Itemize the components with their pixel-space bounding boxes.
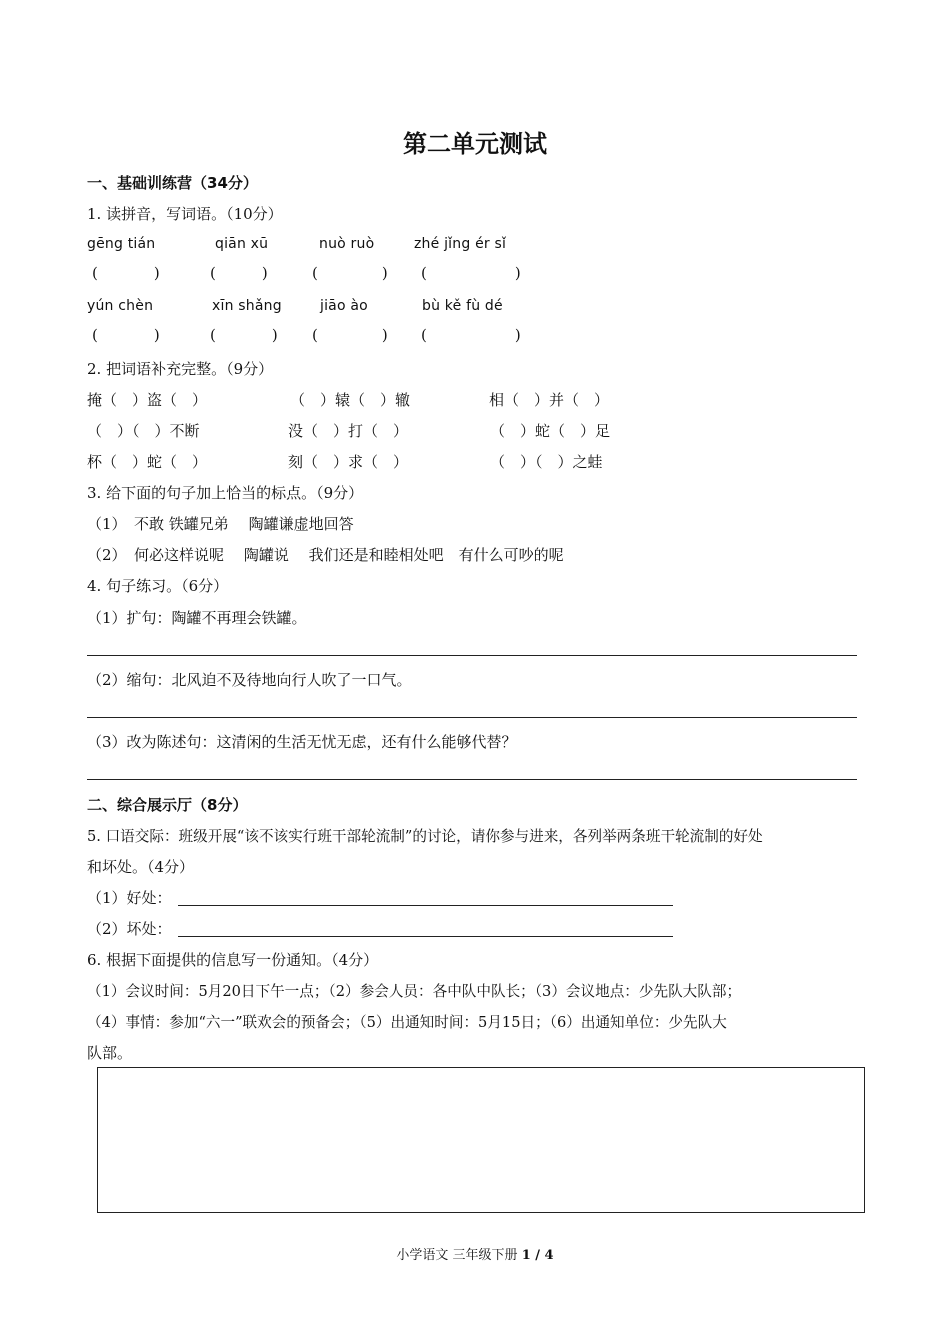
answer-blank[interactable]: ( ) (92, 326, 160, 344)
pinyin-1: gēng tián (87, 236, 156, 252)
idiom-fill[interactable]: （ ）蛇（ ）足 (490, 422, 611, 440)
advantage-answer-line[interactable] (178, 905, 673, 906)
idiom-fill[interactable]: 刻（ ）求（ ） (288, 453, 409, 471)
notice-info-2: （4）事情：参加“六一”联欢会的预备会；（5）出通知时间：5月15日；（6）出通知单位：少先队大 (87, 1014, 727, 1031)
pinyin-5: yún chèn (87, 298, 154, 314)
section-1-heading: 一、基础训练营（34分） (87, 174, 258, 192)
disadvantage-answer-line[interactable] (178, 936, 673, 937)
punctuation-sentence-2: （2） 何必这样说呢 陶罐说 我们还是和睦相处吧 有什么可吵的呢 (87, 546, 564, 564)
notice-writing-box[interactable] (97, 1067, 865, 1213)
q5-text-cont: 和坏处。（4分） (87, 858, 195, 876)
idiom-fill[interactable]: 相（ ）并（ ） (489, 391, 610, 409)
answer-blank[interactable]: ( ) (421, 264, 521, 282)
q2-label: 2. 把词语补充完整。（9分） (87, 360, 274, 378)
idiom-fill[interactable]: （ ）（ ）不断 (87, 422, 200, 440)
answer-line[interactable] (87, 655, 857, 656)
answer-blank[interactable]: ( ) (312, 326, 388, 344)
q3-label: 3. 给下面的句子加上恰当的标点。（9分） (87, 484, 364, 502)
footer-text: 小学语文 三年级下册 (396, 1248, 518, 1263)
section-2-heading: 二、综合展示厅（8分） (87, 796, 248, 814)
answer-blank[interactable]: ( ) (210, 264, 268, 282)
answer-blank[interactable]: ( ) (92, 264, 160, 282)
answer-line[interactable] (87, 717, 857, 718)
q5-text: 5. 口语交际：班级开展“该不该实行班干部轮流制”的讨论，请你参与进来，各列举两条班干轮流制的好处 (87, 828, 763, 845)
answer-blank[interactable]: ( ) (421, 326, 521, 344)
q6-label: 6. 根据下面提供的信息写一份通知。（4分） (87, 951, 379, 969)
pinyin-7: jiāo ào (320, 298, 368, 314)
q1-label: 1. 读拼音，写词语。（10分） (87, 205, 283, 223)
page-title: 第二单元测试 (403, 130, 547, 158)
answer-blank[interactable]: ( ) (210, 326, 278, 344)
pinyin-4: zhé jǐng ér sǐ (414, 236, 507, 252)
disadvantage-label: （2）坏处： (87, 920, 172, 938)
idiom-fill[interactable]: （ ）辕（ ）辙 (290, 391, 411, 409)
pinyin-2: qiān xū (215, 236, 269, 252)
notice-info-1: （1）会议时间：5月20日下午一点；（2）参会人员：各中队中队长；（3）会议地点：少先队大队部； (87, 983, 742, 1000)
pinyin-8: bù kě fù dé (422, 298, 503, 314)
pinyin-6: xīn shǎng (212, 298, 282, 314)
pinyin-3: nuò ruò (319, 236, 375, 252)
punctuation-sentence-1: （1） 不敢 铁罐兄弟 陶罐谦虚地回答 (87, 515, 354, 533)
idiom-fill[interactable]: （ ）（ ）之蛙 (490, 453, 603, 471)
page-footer (0, 1244, 950, 1263)
q4-label: 4. 句子练习。（6分） (87, 577, 229, 595)
advantage-label: （1）好处： (87, 889, 172, 907)
notice-info-3: 队部。 (87, 1044, 133, 1062)
idiom-fill[interactable]: 杯（ ）蛇（ ） (87, 453, 208, 471)
answer-blank[interactable]: ( ) (312, 264, 388, 282)
answer-line[interactable] (87, 779, 857, 780)
idiom-fill[interactable]: 没（ ）打（ ） (288, 422, 409, 440)
sentence-task-3: （3）改为陈述句：这清闲的生活无忧无虑，还有什么能够代替？ (87, 733, 517, 751)
idiom-fill[interactable]: 掩（ ）盗（ ） (87, 391, 208, 409)
page-number: 1 / 4 (521, 1248, 554, 1263)
sentence-task-1: （1）扩句：陶罐不再理会铁罐。 (87, 609, 307, 627)
sentence-task-2: （2）缩句：北风迫不及待地向行人吹了一口气。 (87, 671, 412, 689)
